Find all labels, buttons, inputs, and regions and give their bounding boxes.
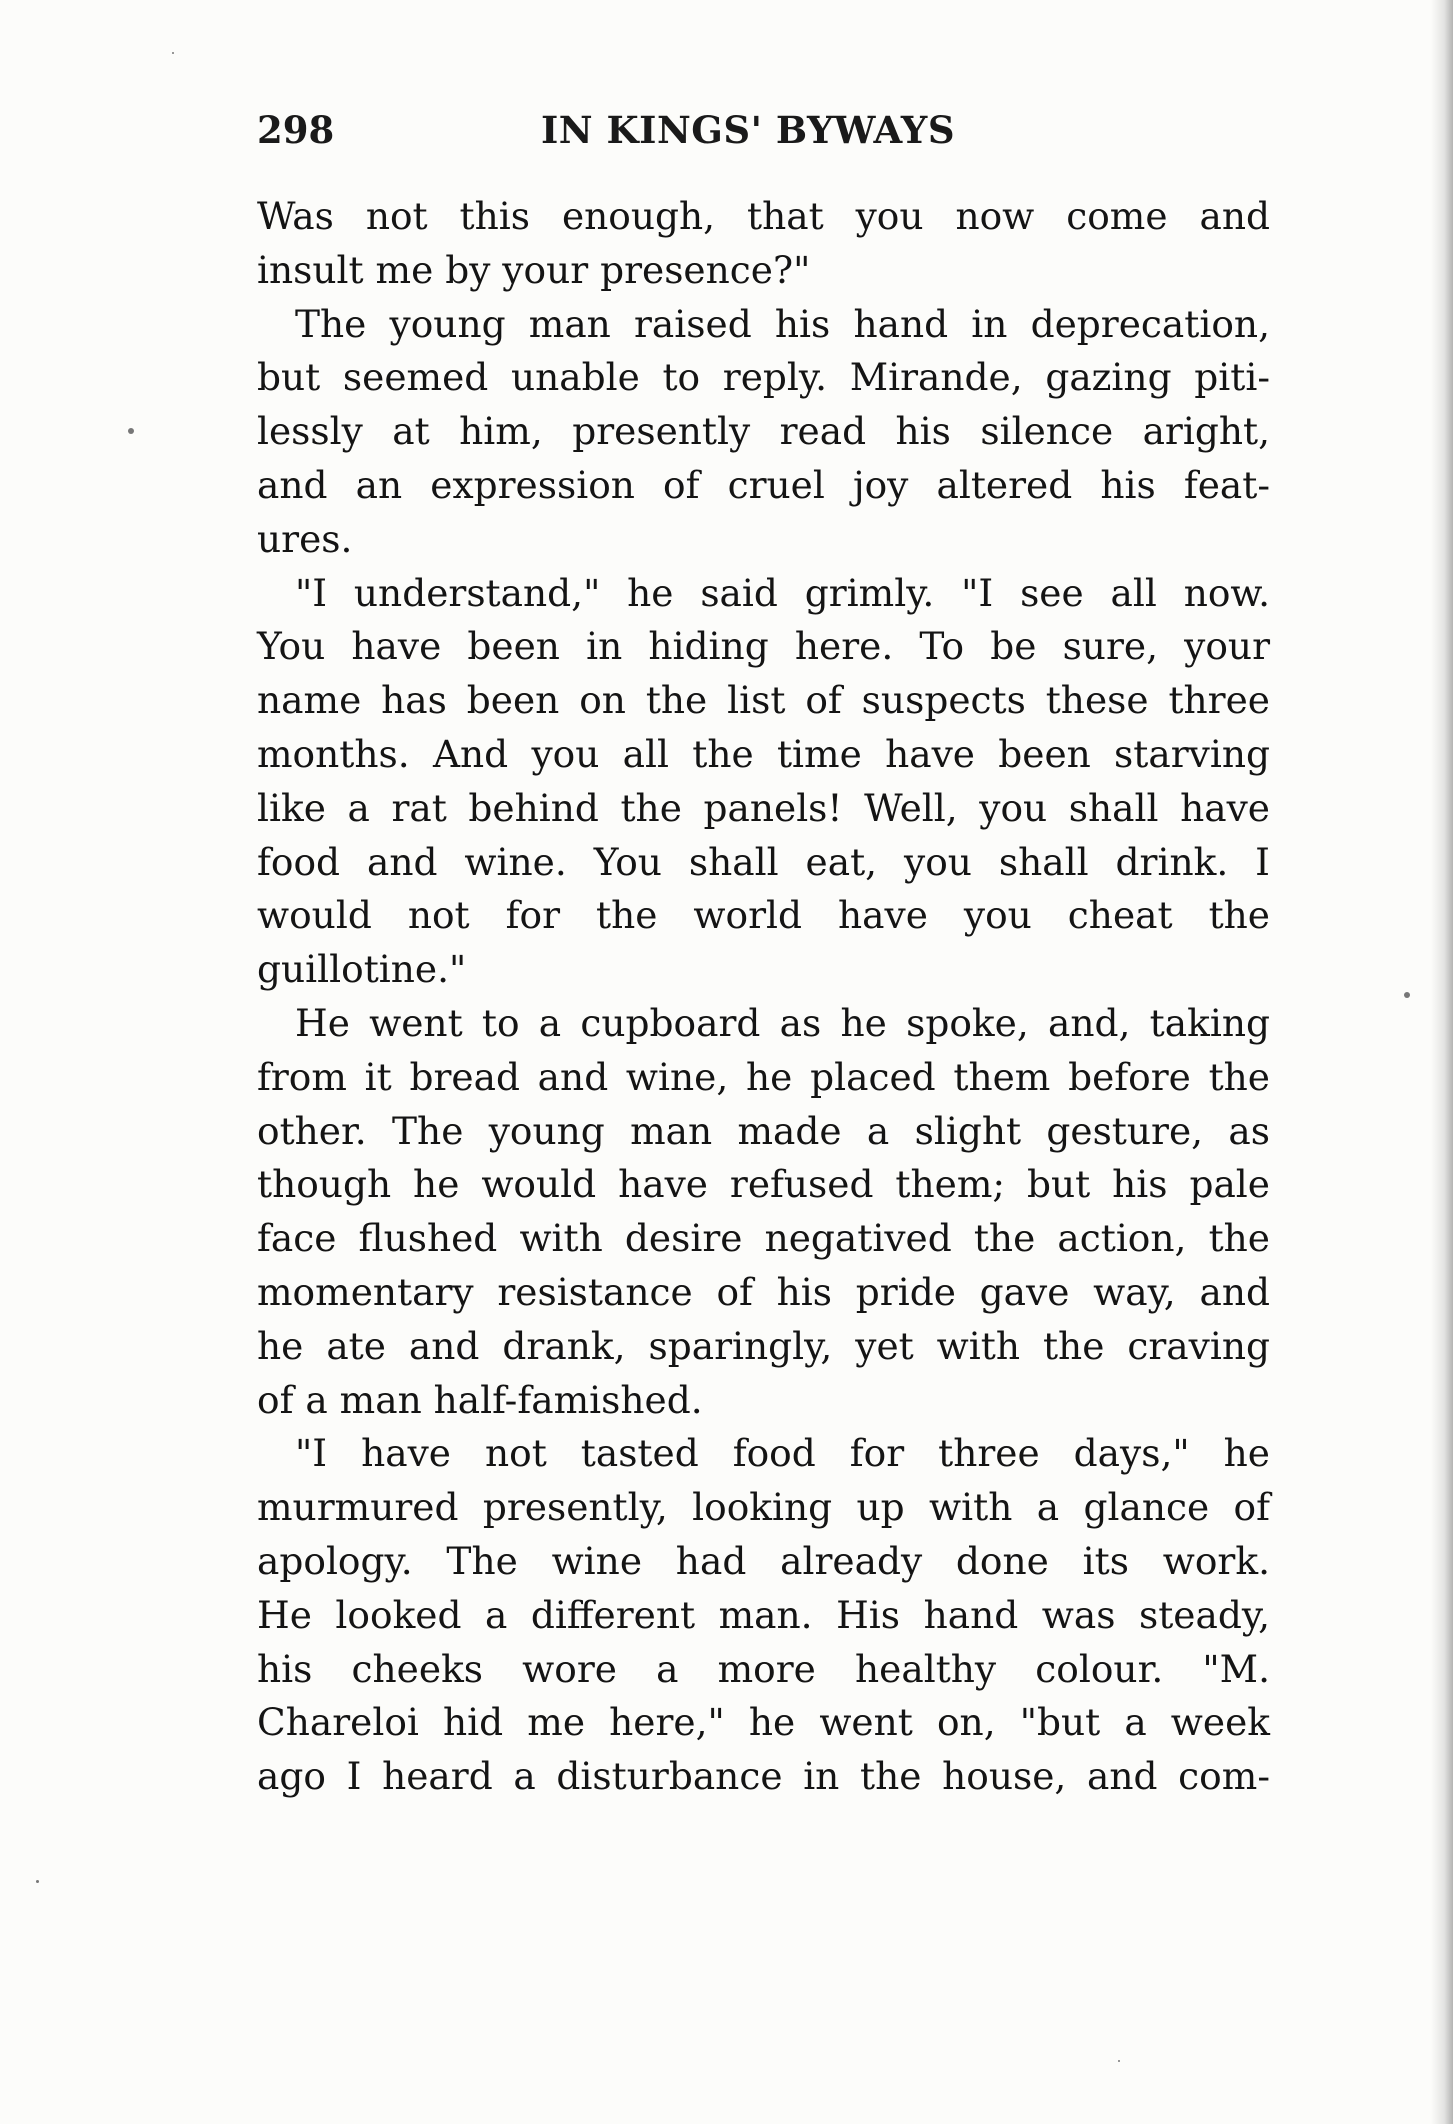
body-text [257,190,1270,1804]
text-line: apology. The wine had already done its work. [257,1538,1270,1583]
text-line: He looked a different man. His hand was steady, [257,1592,1270,1637]
page-header [257,108,1277,168]
text-line: ures. [257,516,353,561]
text-line: though he would have refused them; but his pale [257,1162,1270,1207]
text-line: lessly at him, presently read his silence aright, [257,409,1270,454]
text-line: insult me by your presence?" [257,247,811,292]
text-line: his cheeks wore a more healthy colour. "M. [257,1646,1270,1691]
text-line: "I understand," he said grimly. "I see all now. [295,570,1270,615]
text-line: but seemed unable to reply. Mirande, gazing piti- [257,355,1270,400]
text-line: he ate and drank, sparingly, yet with the craving [257,1323,1270,1368]
scan-speck [172,52,174,54]
text-line: food and wine. You shall eat, you shall drink. I [257,839,1270,884]
scan-speck [128,428,134,434]
text-line: from it bread and wine, he placed them before the [257,1054,1270,1099]
page-number: 298 [257,108,335,152]
text-line: other. The young man made a slight gesture, as [257,1108,1270,1153]
scan-edge-shadow [1431,0,1453,2124]
text-line: name has been on the list of suspects these three [257,678,1270,723]
text-line: You have been in hiding here. To be sure, your [257,624,1270,669]
text-line: and an expression of cruel joy altered his feat- [257,462,1270,507]
text-line: murmured presently, looking up with a glance of [257,1485,1270,1530]
text-line: momentary resistance of his pride gave way, and [257,1269,1270,1314]
text-line: "I have not tasted food for three days," he [295,1431,1270,1476]
text-line: He went to a cupboard as he spoke, and, taking [295,1000,1270,1045]
text-line: of a man half-famished. [257,1377,703,1422]
text-line: like a rat behind the panels! Well, you shall have [257,785,1270,830]
scan-speck [1118,2060,1120,2062]
text-line: Was not this enough, that you now come and [257,194,1270,238]
scan-speck [1404,992,1410,998]
text-line: The young man raised his hand in deprecation, [295,301,1270,346]
text-line: months. And you all the time have been starving [257,731,1270,776]
text-line: face flushed with desire negatived the action, the [257,1216,1270,1261]
text-line: would not for the world have you cheat the [257,893,1270,938]
text-line: Chareloi hid me here," he went on, "but a week [257,1700,1270,1745]
text-line: guillotine." [257,947,467,992]
running-head: IN KINGS' BYWAYS [541,108,956,152]
scan-speck [36,1880,39,1883]
text-line: ago I heard a disturbance in the house, and com- [257,1754,1270,1799]
